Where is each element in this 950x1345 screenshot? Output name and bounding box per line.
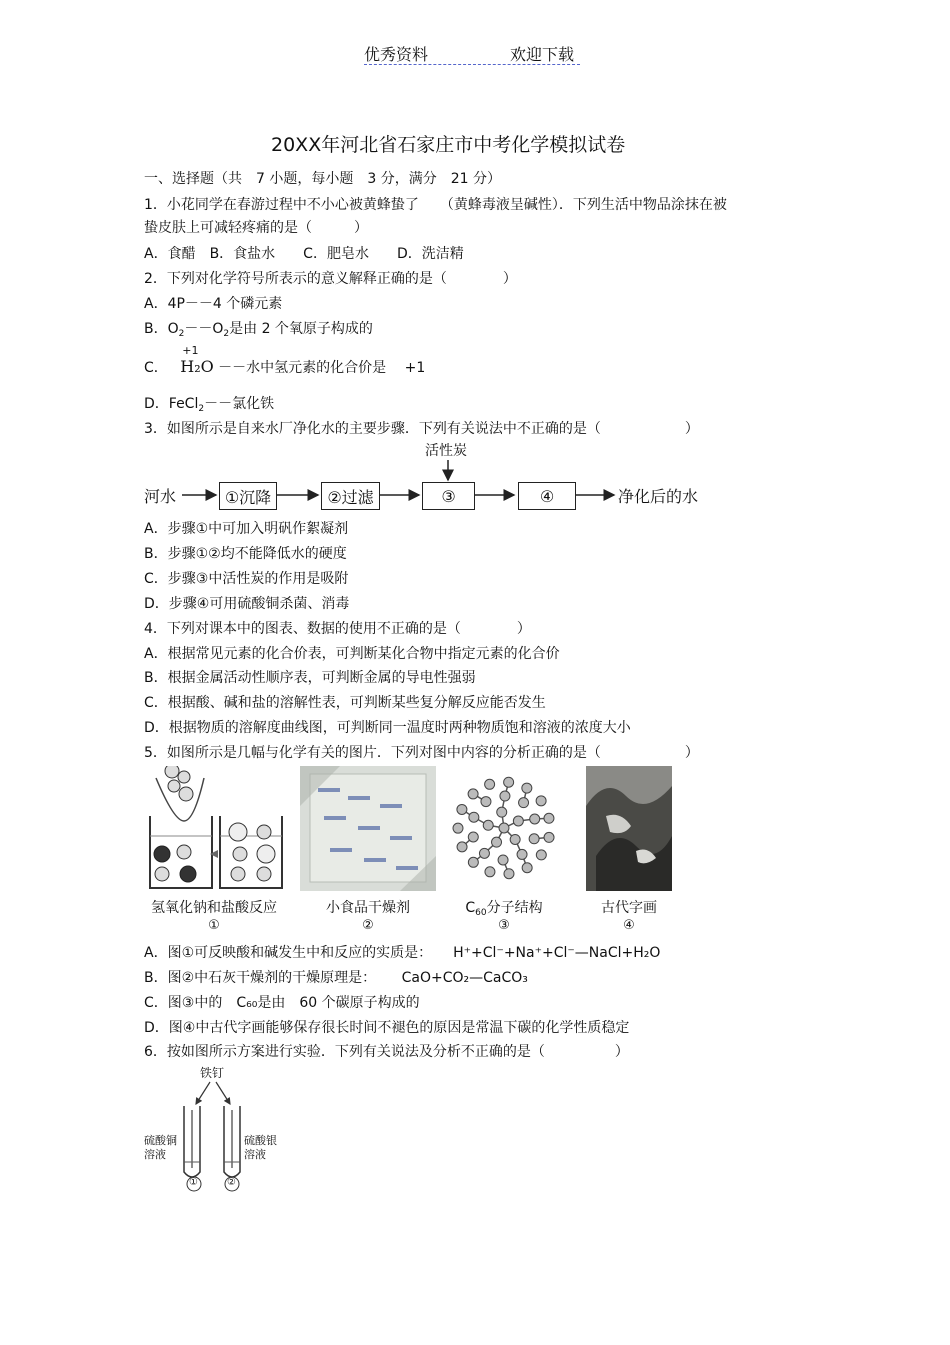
c60-atom <box>481 797 491 807</box>
figure-3-number: ③ <box>498 918 510 933</box>
c60-atom <box>504 869 514 879</box>
q2-option-b: B．$O_2--O_2$是由 2 个氧原子构成的 <box>144 321 373 339</box>
flow-output-clean-water: 净化后的水 <box>618 487 699 506</box>
c60-atom <box>544 832 554 842</box>
c60-atom <box>492 837 502 847</box>
flow-step-3: ③ <box>422 482 475 510</box>
figure-4-caption: 古代字画 <box>601 900 657 916</box>
q3-option-a: A．步骤①中可加入明矾作絮凝剂 <box>144 521 349 537</box>
c60-atom <box>499 823 509 833</box>
c60-atom <box>504 777 514 787</box>
q2-option-a: A．4P－－4 个磷元素 <box>144 296 283 312</box>
page-title: 20XX年河北省石家庄市中考化学模拟试卷 <box>271 134 626 156</box>
c60-atom <box>468 789 478 799</box>
flow-input-river: 河水 <box>144 487 177 506</box>
c60-atom <box>468 857 478 867</box>
q6-test-tube-figure <box>144 1064 284 1192</box>
c60-atom <box>513 816 523 826</box>
flow-activated-carbon-label: 活性炭 <box>425 443 467 459</box>
c60-atom <box>468 832 478 842</box>
neutralization-diagram <box>144 766 284 891</box>
figure-2-caption: 小食品干燥剂 <box>326 900 410 916</box>
q4-stem: 4．下列对课本中的图表、数据的使用不正确的是（ ） <box>144 621 531 637</box>
q1-stem-line2: 蛰皮肤上可减轻疼痛的是（ ） <box>144 220 368 236</box>
c60-atom <box>536 850 546 860</box>
q2-stem: 2．下列对化学符号所表示的意义解释正确的是（ ） <box>144 271 517 287</box>
q5-option-b: B．图②中石灰干燥剂的干燥原理是： CaO+CO₂—CaCO₃ <box>144 970 528 986</box>
c60-atom <box>530 814 540 824</box>
flow-step-sedimentation: ①沉降 <box>219 482 277 510</box>
c60-atom <box>517 849 527 859</box>
figure-1-caption: 氢氧化钠和盐酸反应 <box>151 900 277 916</box>
iron-nail-label: 铁钉 <box>200 1066 225 1080</box>
h2o-formula: +1 H₂O <box>180 344 214 376</box>
figure-2-number: ② <box>362 918 374 933</box>
q5-stem: 5．如图所示是几幅与化学有关的图片．下列对图中内容的分析正确的是（ ） <box>144 745 699 761</box>
section-heading: 一、选择题（共 7 小题，每小题 3 分，满分 21 分） <box>144 171 501 187</box>
q5-figures <box>144 766 674 936</box>
figure-painting <box>586 766 672 891</box>
c60-atoms <box>453 777 554 878</box>
q5-option-a: A．图①可反映酸和碱发生中和反应的实质是： H⁺+Cl⁻+Na⁺+Cl⁻—NaCl+H₂O <box>144 945 661 961</box>
q4-option-d: D．根据物质的溶解度曲线图，可判断同一温度时两种物质饱和溶液的浓度大小 <box>144 720 631 736</box>
c60-atom <box>457 842 467 852</box>
figure-4-number: ④ <box>623 918 635 933</box>
header-left: 优秀资料 <box>364 45 429 64</box>
q3-stem: 3．如图所示是自来水厂净化水的主要步骤．下列有关说法中不正确的是（ ） <box>144 421 699 437</box>
valence-plus-one: +1 <box>182 344 199 357</box>
test-tubes-diagram <box>144 1064 284 1192</box>
silver-sulfate-label: 硫酸银溶液 <box>244 1134 277 1161</box>
flow-step-filtration: ②过滤 <box>321 482 380 510</box>
ancient-painting-image <box>586 766 672 891</box>
c60-atom <box>522 863 532 873</box>
q4-option-b: B．根据金属活动性顺序表，可判断金属的导电性强弱 <box>144 670 476 686</box>
copper-sulfate-label: 硫酸铜溶液 <box>144 1134 177 1161</box>
c60-atom <box>536 796 546 806</box>
q1-options: A．食醋 B．食盐水 C．肥皂水 D．洗洁精 <box>144 246 464 262</box>
figure-neutralization <box>144 766 284 891</box>
q1-stem-line1: 1．小花同学在春游过程中不小心被黄蜂蛰了 （黄蜂毒液呈碱性）．下列生活中物品涂抹在被 <box>144 197 727 213</box>
q2-option-c: C． +1 H₂O －－水中氢元素的化合价是 +1 <box>144 344 426 376</box>
c60-atom <box>483 820 493 830</box>
c60-atom <box>457 804 467 814</box>
c60-atom <box>544 813 554 823</box>
c60-atom <box>529 834 539 844</box>
c60-atom <box>485 779 495 789</box>
c60-atom <box>500 791 510 801</box>
flow-step-4: ④ <box>518 482 576 510</box>
tube-2-number: ② <box>227 1177 236 1188</box>
q5-option-d: D．图④中古代字画能够保存很长时间不褪色的原因是常温下碳的化学性质稳定 <box>144 1020 630 1036</box>
q4-option-c: C．根据酸、碱和盐的溶解性表，可判断某些复分解反应能否发生 <box>144 695 546 711</box>
c60-atom <box>510 834 520 844</box>
header-right: 欢迎下载 <box>510 45 575 64</box>
tube-1-number: ① <box>189 1177 198 1188</box>
c60-atom <box>479 848 489 858</box>
water-purification-flowchart <box>144 440 704 518</box>
q3-option-d: D．步骤④可用硫酸铜杀菌、消毒 <box>144 596 350 612</box>
q2-option-d: D．FeCl$_2$－－氯化铁 <box>144 396 275 414</box>
figure-desiccant <box>300 766 436 891</box>
c60-atom <box>453 823 463 833</box>
q5-option-c: C．图③中的 C₆₀是由 60 个碳原子构成的 <box>144 995 420 1011</box>
q3-option-c: C．步骤③中活性炭的作用是吸附 <box>144 571 349 587</box>
desiccant-packet-image <box>300 766 436 891</box>
c60-atom <box>522 783 532 793</box>
q4-option-a: A．根据常见元素的化合价表，可判断某化合物中指定元素的化合价 <box>144 646 560 662</box>
figure-c60 <box>444 766 564 891</box>
c60-atom <box>498 855 508 865</box>
q6-stem: 6．按如图所示方案进行实验．下列有关说法及分析不正确的是（ ） <box>144 1044 629 1060</box>
c60-atom <box>485 867 495 877</box>
c60-atom <box>497 807 507 817</box>
c60-atom <box>519 798 529 808</box>
q3-option-b: B．步骤①②均不能降低水的硬度 <box>144 546 347 562</box>
header-underline <box>364 64 580 65</box>
c60-atom <box>469 812 479 822</box>
c60-structure <box>444 766 564 891</box>
figure-3-caption: $C_{60}$分子结构 <box>465 900 543 918</box>
figure-1-number: ① <box>208 918 220 933</box>
